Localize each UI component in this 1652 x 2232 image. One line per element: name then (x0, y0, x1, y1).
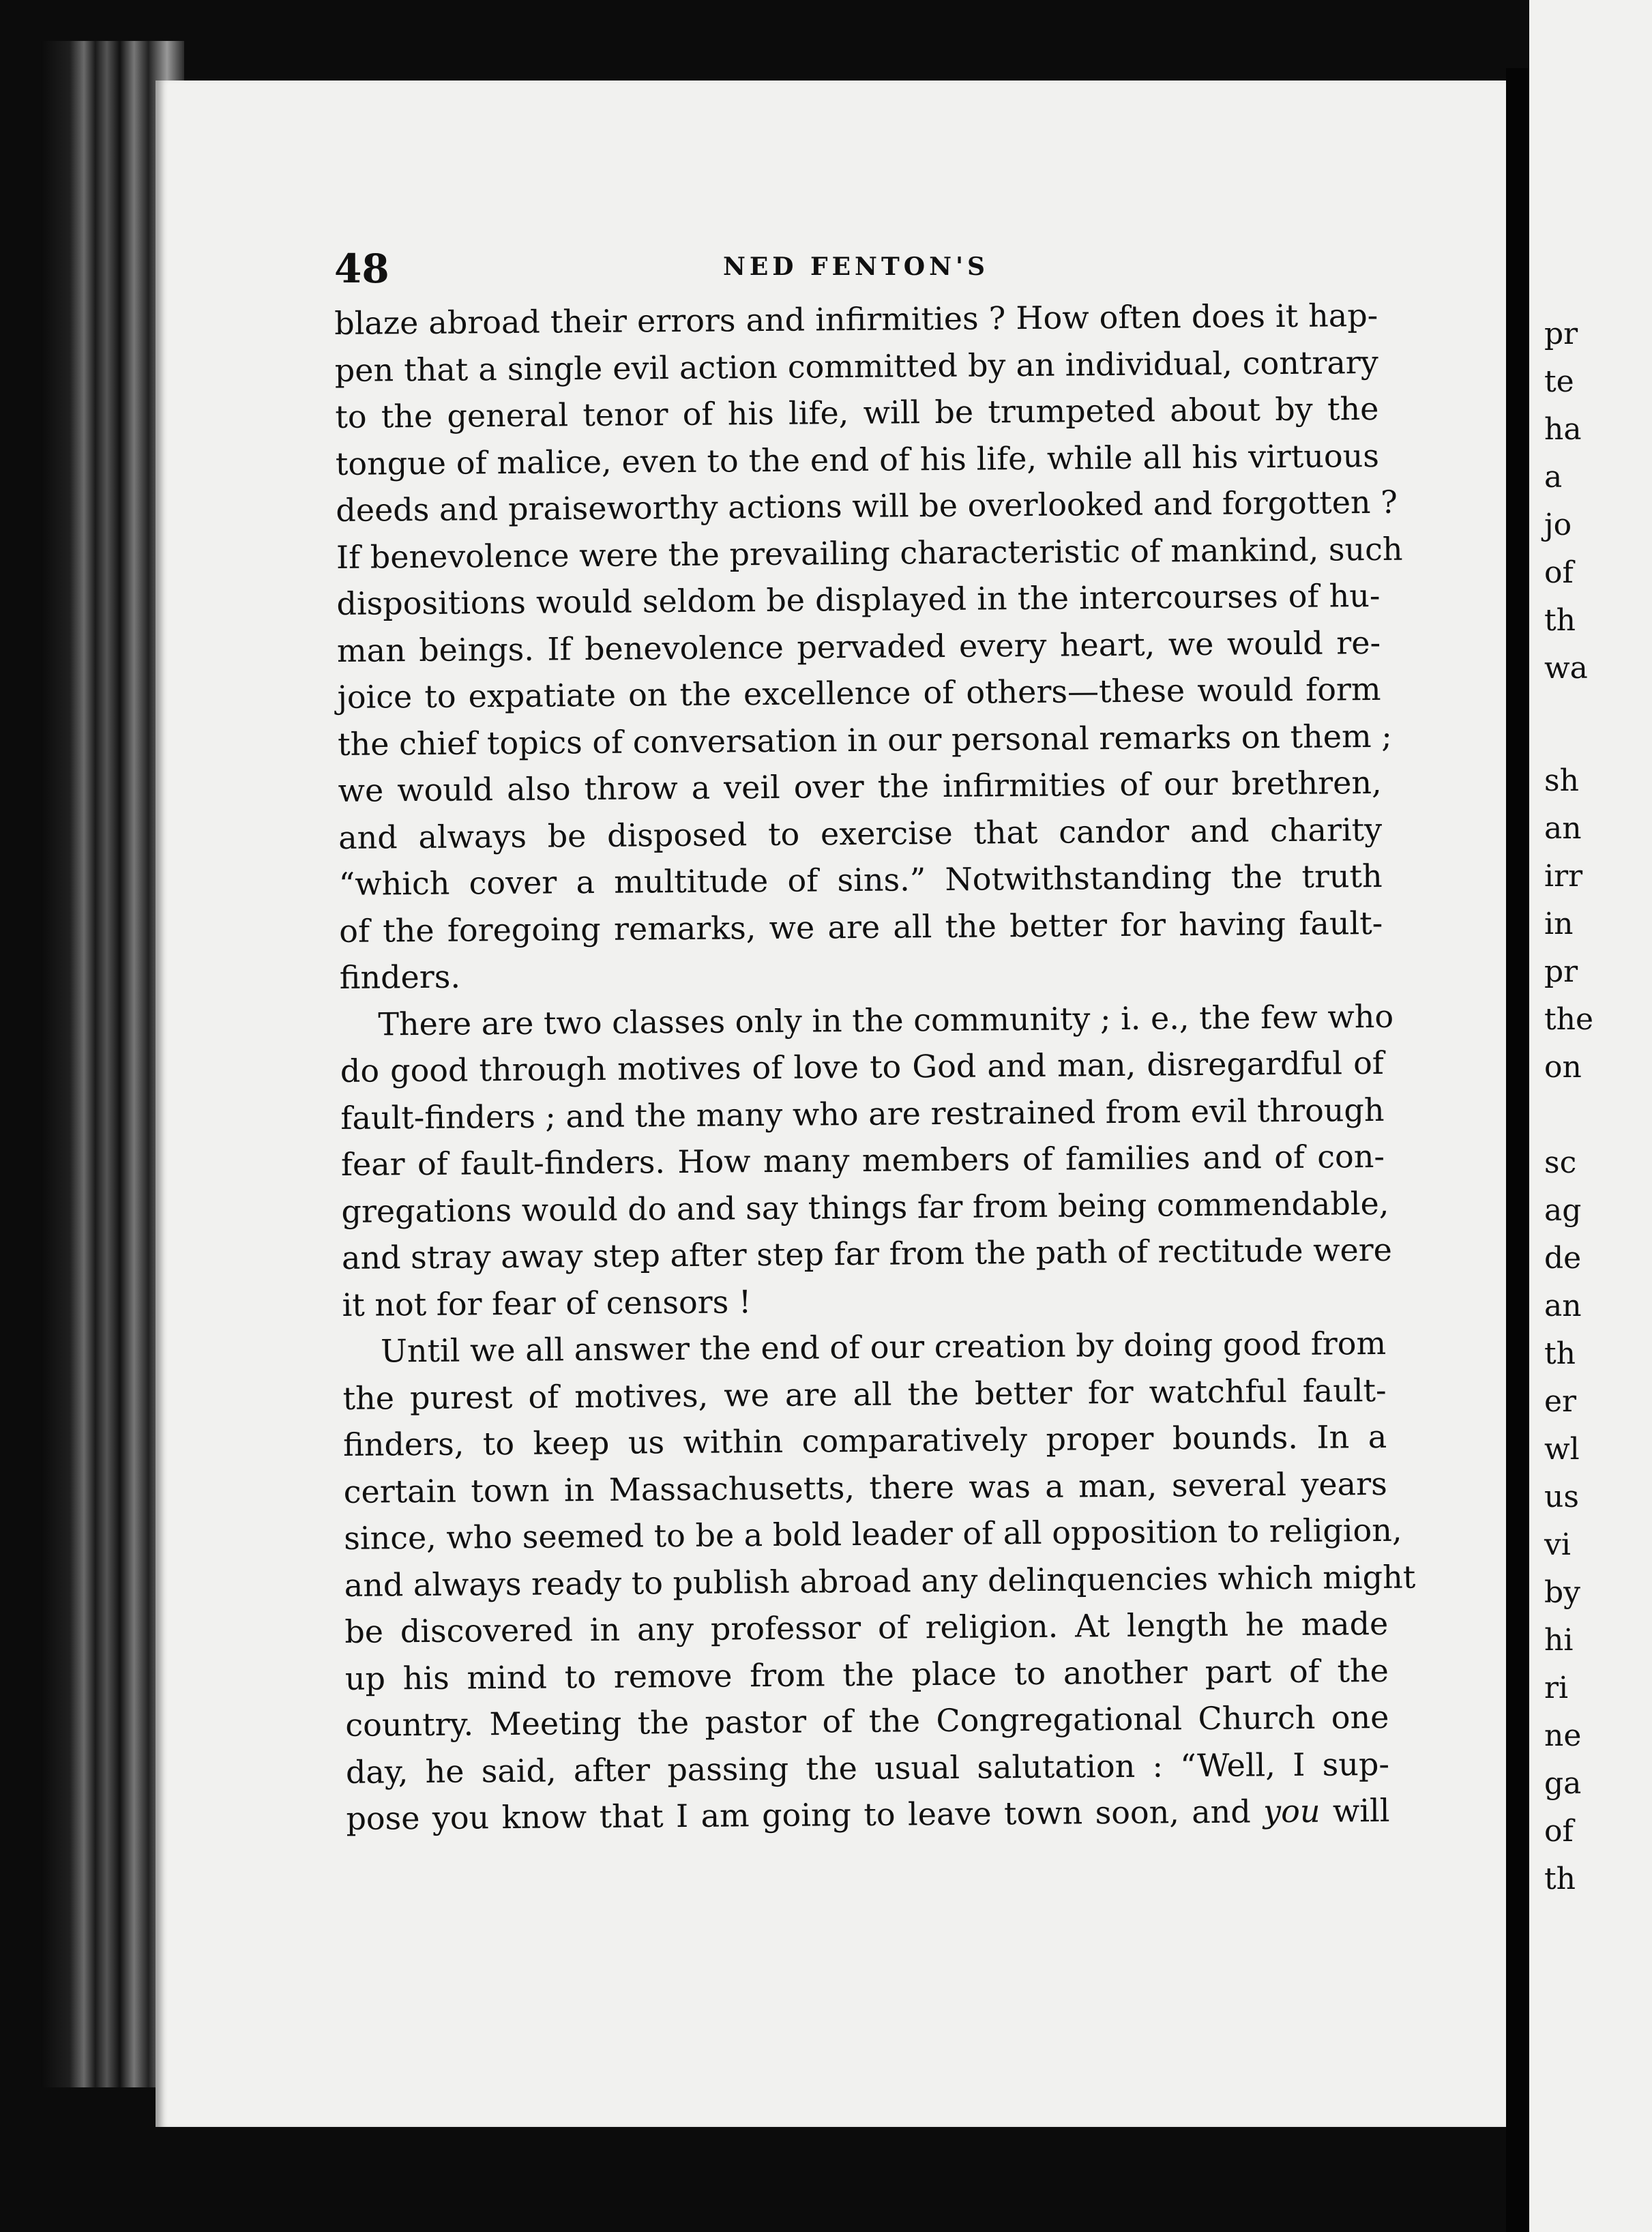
text-fragment: on (1544, 1050, 1582, 1085)
text-line: “which cover a multitude of sins.” Notwithstanding the truth (338, 857, 1383, 902)
text-line: be discovered in any professor of religion. At length he made (344, 1604, 1389, 1650)
text-fragment: an (1544, 1289, 1582, 1323)
text-fragment: sh (1544, 763, 1579, 798)
text-line: There are two classes only in the community ; i. e., the few who (378, 997, 1394, 1043)
text-line: gregations would do and say things far from being commendable, (341, 1184, 1389, 1230)
text-line: since, who seemed to be a bold leader of all opposition to religion, (344, 1511, 1402, 1557)
text-fragment: a (1544, 460, 1563, 495)
text-line: finders. (339, 958, 461, 996)
text-line: dispositions would seldom be displayed in the intercourses of hu- (336, 576, 1381, 622)
text-fragment: er (1544, 1384, 1577, 1419)
text-line (346, 1787, 1389, 1842)
text-line: Until we all answer the end of our creation by doing good from (380, 1324, 1387, 1370)
text-line: it not for fear of censors ! (342, 1282, 752, 1323)
text-fragment: of (1544, 555, 1574, 590)
text-line: certain town in Massachusetts, there was a man, several years (343, 1465, 1387, 1510)
page-header (334, 246, 1378, 293)
text-fragment: wa (1544, 651, 1588, 686)
text-fragment: of (1544, 1814, 1574, 1849)
text-fragment: te (1544, 364, 1574, 399)
book-page-right-partial (1529, 0, 1652, 2232)
text-line-segment: will (1332, 1791, 1390, 1830)
text-line: and stray away step after step far from the path of rectitude were (341, 1231, 1393, 1276)
text-line: finders, to keep us within comparatively proper bounds. In a (342, 1418, 1387, 1463)
text-line: we would also throw a veil over the infirmities of our brethren, (338, 763, 1382, 809)
text-line: do good through motives of love to God and man, disregardful of (340, 1044, 1385, 1089)
running-title: NED FENTON'S (722, 252, 990, 281)
text-fragment: ha (1544, 412, 1582, 447)
text-fragment: hi (1544, 1623, 1574, 1658)
text-fragment: pr (1544, 954, 1578, 989)
text-fragment: ga (1544, 1766, 1582, 1801)
text-fragment: th (1544, 1862, 1576, 1896)
text-fragment: ri (1544, 1671, 1569, 1705)
text-fragment: wl (1544, 1432, 1580, 1467)
text-line: tongue of malice, even to the end of his life, while all his virtuous (335, 437, 1380, 482)
text-fragment: us (1544, 1480, 1579, 1514)
text-fragment: jo (1544, 508, 1572, 542)
text-fragment: by (1544, 1575, 1581, 1610)
text-fragment: sc (1544, 1145, 1577, 1180)
book-gutter (1506, 68, 1529, 2232)
text-line: fear of fault-finders. How many members of families and of con- (340, 1137, 1385, 1183)
text-line: blaze abroad their errors and infirmities ? How often does it hap- (334, 296, 1378, 342)
page-number: 48 (334, 246, 389, 292)
text-line: pen that a single evil action committed by an individual, contrary (334, 343, 1378, 389)
text-fragment: de (1544, 1241, 1582, 1276)
text-line: up his mind to remove from the place to another part of the (344, 1651, 1389, 1697)
text-fragment: in (1544, 907, 1574, 941)
italic-word: you (1263, 1792, 1321, 1830)
text-fragment: vi (1544, 1527, 1571, 1562)
next-page-column-2 (1544, 757, 1593, 1091)
text-line: the chief topics of conversation in our personal remarks on them ; (337, 717, 1392, 763)
text-fragment: th (1544, 1336, 1576, 1371)
text-line-segment: pose you know that I am going to leave town soon, and (346, 1793, 1251, 1837)
next-page-column-1 (1544, 310, 1588, 692)
text-fragment: th (1544, 603, 1576, 638)
text-line: and always be disposed to exercise that candor and charity (338, 810, 1383, 856)
text-line: to the general tenor of his life, will be trumpeted about by the (335, 390, 1379, 435)
text-fragment: the (1544, 1002, 1594, 1037)
text-fragment: ag (1544, 1193, 1582, 1228)
text-line: and always ready to publish abroad any delinquencies which might (344, 1558, 1416, 1604)
text-line: of the foregoing remarks, we are all the better for having fault- (339, 904, 1383, 950)
text-line: man beings. If benevolence pervaded every heart, we would re- (336, 623, 1381, 669)
text-line: the purest of motives, we are all the better for watchful fault- (342, 1371, 1387, 1417)
text-fragment: ne (1544, 1718, 1582, 1753)
text-line: country. Meeting the pastor of the Congregational Church one (345, 1698, 1389, 1744)
text-fragment: an (1544, 811, 1582, 846)
text-line: If benevolence were the prevailing characteristic of mankind, such (336, 530, 1403, 576)
body-text (334, 292, 1416, 1842)
text-line: fault-finders ; and the many who are restrained from evil through (340, 1091, 1385, 1136)
text-fragment: irr (1544, 859, 1583, 894)
text-line: deeds and praiseworthy actions will be overlooked and forgotten ? (336, 483, 1398, 529)
text-fragment: pr (1544, 317, 1578, 351)
next-page-column-3 (1544, 1139, 1582, 1903)
text-line: joice to expatiate on the excellence of others—these would form (337, 670, 1381, 716)
text-line: day, he said, after passing the usual salutation : “Well, I sup- (345, 1745, 1390, 1791)
